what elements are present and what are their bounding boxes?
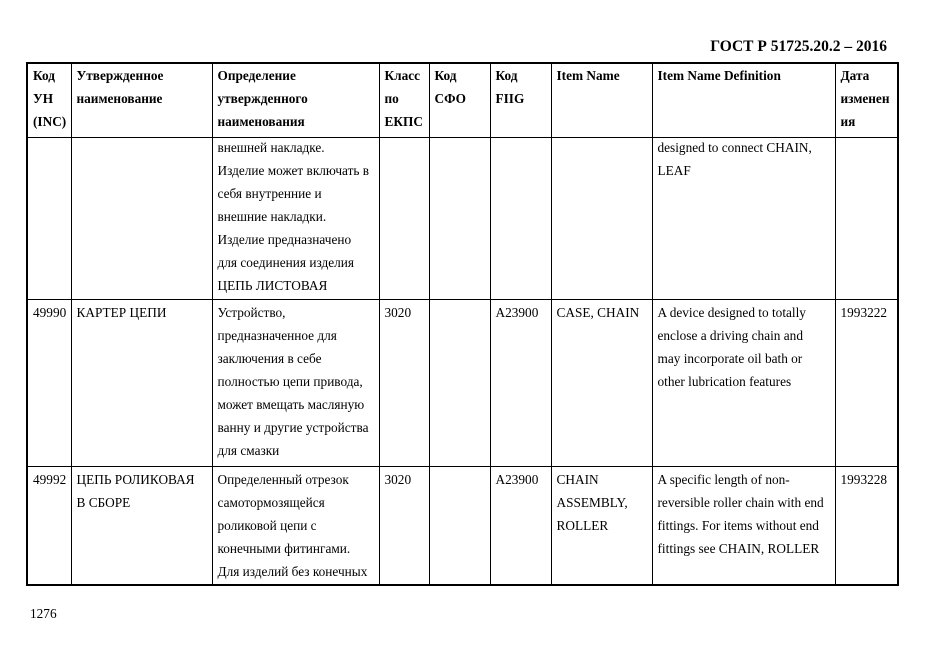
cell-text-line: enclose a driving chain and <box>657 327 803 343</box>
cell-text-line: 3020 <box>384 304 412 320</box>
cell-lines <box>33 301 69 324</box>
column-header-definition-ru <box>212 63 379 137</box>
cell-text-line: для соединения изделия <box>217 254 355 270</box>
column-header-line: Класс <box>384 68 421 83</box>
header-row <box>27 63 898 137</box>
column-header-line: ЕКПС <box>384 114 423 129</box>
cell-change-date <box>835 137 898 299</box>
cell-lines <box>218 468 377 583</box>
table-row <box>27 299 898 466</box>
cell-lines <box>841 468 896 491</box>
cell-text-line: 3020 <box>384 471 412 487</box>
column-header-item-name-definition <box>652 63 835 137</box>
cell-text-line: fittings see CHAIN, ROLLER <box>657 540 820 556</box>
column-header-line: наименования <box>217 114 305 129</box>
cell-code-fiig <box>490 137 551 299</box>
cell-item-name-definition <box>652 466 835 585</box>
cell-text-line: CASE, CHAIN <box>556 304 640 320</box>
cell-lines <box>658 468 833 560</box>
cell-definition-ru <box>212 299 379 466</box>
cell-lines <box>658 136 833 182</box>
cell-item-name <box>551 466 652 585</box>
column-header-inc <box>27 63 71 137</box>
cell-lines <box>385 468 427 491</box>
cell-text-line: для смазки <box>217 442 280 458</box>
cell-code-fiig <box>490 299 551 466</box>
cell-text-line: 1993222 <box>840 304 888 320</box>
cell-text-line: A device designed to totally <box>657 304 806 320</box>
table-header <box>27 63 898 137</box>
column-header-line: по <box>384 91 399 106</box>
cell-item-name <box>551 137 652 299</box>
cell-class-ekps <box>379 137 429 299</box>
cell-text-line: внешней накладке. <box>217 139 325 155</box>
cell-text-line: Изделие предназначено <box>217 231 352 247</box>
cell-text-line: may incorporate oil bath or <box>657 350 803 366</box>
cell-text-line: A23900 <box>495 304 539 320</box>
column-header-line: FIIG <box>495 91 525 106</box>
table-row <box>27 137 898 299</box>
cell-text-line: предназначенное для <box>217 327 337 343</box>
cell-lines <box>218 136 377 297</box>
cell-lines <box>218 301 377 462</box>
cell-text-line: ASSEMBLY, <box>556 494 628 510</box>
cell-text-line: может вмещать масляную <box>217 396 365 412</box>
column-header-line: Код <box>495 68 518 83</box>
cell-name-ru <box>71 466 212 585</box>
cell-text-line: ванну и другие устройства <box>217 419 369 435</box>
cell-text-line: себя внутренние и <box>217 185 322 201</box>
table-row <box>27 466 898 585</box>
cell-item-name-definition <box>652 137 835 299</box>
cell-change-date <box>835 466 898 585</box>
cell-text-line: A23900 <box>495 471 539 487</box>
cell-lines <box>841 301 896 324</box>
cell-item-name-definition <box>652 299 835 466</box>
cell-code-fiig <box>490 466 551 585</box>
cell-lines <box>385 301 427 324</box>
cell-text-line: КАРТЕР ЦЕПИ <box>76 304 167 320</box>
column-header-line: Item Name <box>556 68 620 83</box>
cell-text-line: самотормозящейся <box>217 494 325 510</box>
column-header-line: Код <box>434 68 457 83</box>
cell-text-line: конечными фитингами. <box>217 540 351 556</box>
column-header-code-fiig <box>490 63 551 137</box>
cell-lines <box>658 301 833 393</box>
cell-text-line: внешние накладки. <box>217 208 327 224</box>
column-header-line: Item Name Definition <box>657 68 781 83</box>
cell-change-date <box>835 299 898 466</box>
cell-lines <box>77 468 210 514</box>
cell-text-line: ЦЕПЬ РОЛИКОВАЯ <box>76 471 195 487</box>
cell-text-line: Определенный отрезок <box>217 471 349 487</box>
column-header-line: наименование <box>76 91 163 106</box>
cell-lines <box>496 468 549 491</box>
cell-text-line: designed to connect CHAIN, <box>657 139 812 155</box>
cell-definition-ru <box>212 137 379 299</box>
cell-definition-ru <box>212 466 379 585</box>
column-header-item-name <box>551 63 652 137</box>
cell-code-sfo <box>429 299 490 466</box>
cell-text-line: reversible roller chain with end <box>657 494 824 510</box>
cell-item-name <box>551 299 652 466</box>
cell-name-ru <box>71 299 212 466</box>
cell-text-line: 1993228 <box>840 471 888 487</box>
cell-lines <box>77 301 210 324</box>
cell-lines <box>557 468 650 537</box>
column-header-line: утвержденного <box>217 91 308 106</box>
cell-class-ekps <box>379 299 429 466</box>
column-header-code-sfo <box>429 63 490 137</box>
column-header-line: Определение <box>217 68 296 83</box>
cell-inc <box>27 466 71 585</box>
standard-code-header: ГОСТ Р 51725.20.2 – 2016 <box>710 38 887 55</box>
item-names-table <box>26 62 899 586</box>
cell-text-line: ЦЕПЬ ЛИСТОВАЯ <box>217 277 328 293</box>
column-header-name-ru <box>71 63 212 137</box>
page-number: 1276 <box>30 606 57 621</box>
cell-text-line: заключения в себе <box>217 350 322 366</box>
cell-inc <box>27 137 71 299</box>
cell-code-sfo <box>429 137 490 299</box>
cell-lines <box>496 301 549 324</box>
cell-text-line: A specific length of non- <box>657 471 790 487</box>
cell-lines <box>557 301 650 324</box>
column-header-line: изменен <box>840 91 890 106</box>
cell-class-ekps <box>379 466 429 585</box>
column-header-line: УН <box>33 91 54 106</box>
cell-text-line: ROLLER <box>556 517 609 533</box>
cell-text-line: other lubrication features <box>657 373 792 389</box>
cell-code-sfo <box>429 466 490 585</box>
cell-text-line: fittings. For items without end <box>657 517 819 533</box>
column-header-line: ия <box>840 114 856 129</box>
cell-text-line: Устройство, <box>217 304 286 320</box>
cell-text-line: Изделие может включать в <box>217 162 370 178</box>
cell-inc <box>27 299 71 466</box>
cell-text-line: роликовой цепи с <box>217 517 317 533</box>
cell-text-line: CHAIN <box>556 471 599 487</box>
cell-text-line: 49990 <box>33 304 67 320</box>
cell-text-line: полностью цепи привода, <box>217 373 363 389</box>
column-header-line: (INC) <box>33 114 67 129</box>
column-header-line: Утвержденное <box>76 68 164 83</box>
column-header-line: Дата <box>840 68 870 83</box>
cell-text-line: LEAF <box>657 162 691 178</box>
column-header-change-date <box>835 63 898 137</box>
column-header-line: Код <box>33 68 55 83</box>
column-header-class-ekps <box>379 63 429 137</box>
cell-text-line: Для изделий без конечных <box>217 563 368 579</box>
table-body <box>27 137 898 585</box>
cell-text-line: 49992 <box>33 471 67 487</box>
cell-lines <box>33 468 69 491</box>
cell-text-line: В СБОРЕ <box>76 494 131 510</box>
column-header-line: СФО <box>434 91 467 106</box>
cell-name-ru <box>71 137 212 299</box>
